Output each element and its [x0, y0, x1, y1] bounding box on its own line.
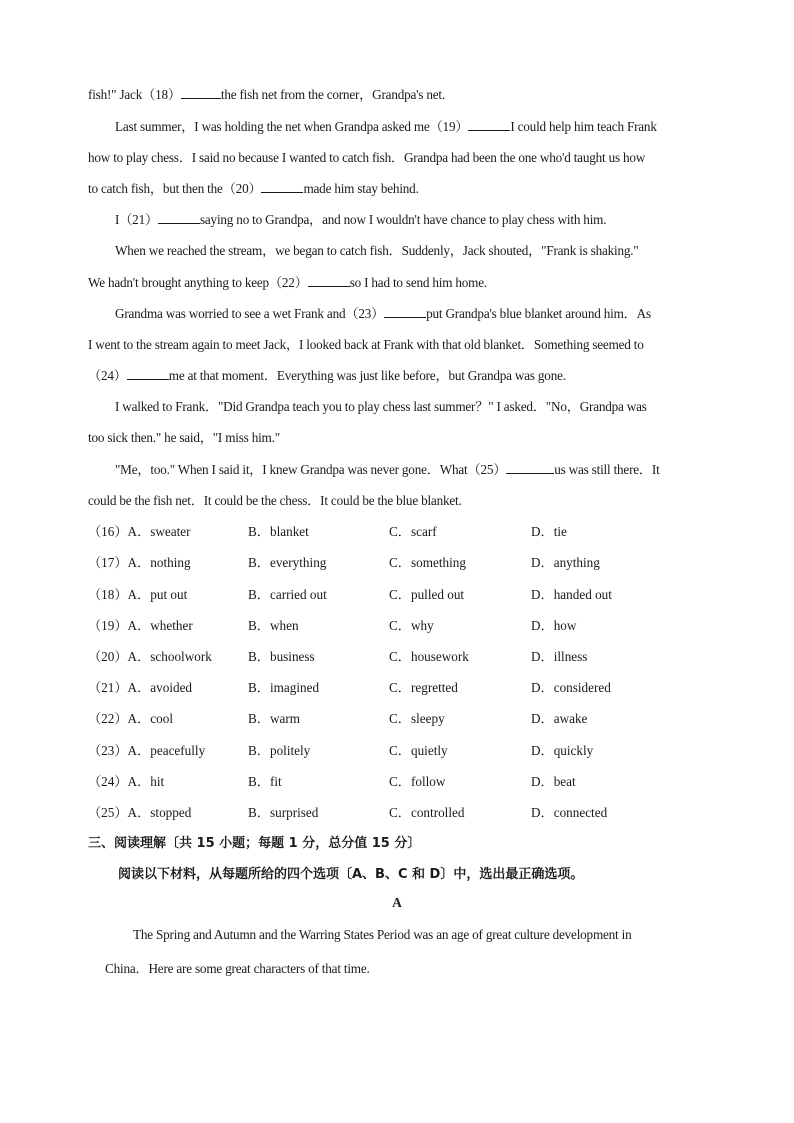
passage-text: me at that moment．Everything was just like before，but Grandpa was gone. [168, 368, 566, 383]
option-b: B．carried out [248, 587, 327, 602]
passage-line-11: I walked to Frank．"Did Grandpa teach you to play chess last summer？" I asked．"No，Grandpa was [115, 399, 647, 414]
intro-line-2: China．Here are some great characters of that time. [105, 961, 370, 976]
passage-line-1 [88, 84, 445, 103]
option-row-18 [88, 584, 728, 604]
blank-19 [468, 119, 510, 131]
option-c: C．housework [389, 649, 469, 664]
option-row-16 [88, 521, 728, 541]
option-row-22 [88, 708, 728, 728]
option-b: B．when [248, 618, 299, 633]
option-c: C．follow [389, 774, 446, 789]
section-instruction: 阅读以下材料，从每题所给的四个选项〔A、B、C 和 D〕中，选出最正确选项。 [118, 867, 584, 882]
option-a: （25）A．stopped [88, 805, 192, 820]
option-d: D．handed out [531, 587, 612, 602]
option-d: D．connected [531, 805, 608, 820]
option-c: C．pulled out [389, 587, 465, 602]
option-b: B．business [248, 649, 315, 664]
blank-20 [261, 181, 303, 193]
option-c: C．why [389, 618, 434, 633]
passage-line-12: too sick then." he said，"I miss him." [88, 430, 280, 445]
option-c: C．scarf [389, 524, 437, 539]
option-c: C．quietly [389, 743, 448, 758]
blank-21 [158, 212, 200, 224]
intro-line-1: The Spring and Autumn and the Warring States Period was an age of great culture development in [133, 927, 632, 942]
option-row-20 [88, 646, 728, 666]
passage-text: "Me，too." When I said it，I knew Grandpa was never gone．What（25） [115, 462, 507, 477]
passage-text: put Grandpa's blue blanket around him．As [426, 306, 651, 321]
passage-text: Grandma was worried to see a wet Frank and（23） [115, 306, 385, 321]
passage-text: made him stay behind. [303, 181, 419, 196]
passage-line-3: how to play chess．I said no because I wanted to catch fish．Grandpa had been the one who'd taught us how [88, 150, 646, 165]
passage-line-13 [115, 459, 660, 478]
passage-line-4 [88, 178, 419, 197]
option-row-25 [88, 802, 728, 822]
option-a: （17）A．nothing [88, 555, 191, 570]
passage-text: so I had to send him home. [349, 275, 487, 290]
option-a: （22）A．cool [88, 711, 173, 726]
option-d: D．quickly [531, 743, 594, 758]
option-c: C．controlled [389, 805, 465, 820]
option-c: C．sleepy [389, 711, 445, 726]
passage-line-6: When we reached the stream，we began to catch fish．Suddenly，Jack shouted，"Frank is shaking." [115, 243, 639, 258]
blank-18 [181, 87, 221, 99]
option-d: D．how [531, 618, 577, 633]
passage-line-10 [88, 365, 566, 384]
passage-line-9: I went to the stream again to meet Jack，I looked back at Frank with that old blanket．Something seemed to [88, 337, 644, 352]
passage-line-5 [115, 209, 606, 228]
option-d: D．tie [531, 524, 567, 539]
option-b: B．fit [248, 774, 282, 789]
option-b: B．warm [248, 711, 301, 726]
passage-text: I could help him teach Frank [510, 119, 657, 134]
blank-23 [384, 306, 426, 318]
option-row-17 [88, 552, 728, 572]
option-b: B．blanket [248, 524, 309, 539]
option-d: D．anything [531, 555, 600, 570]
option-row-21 [88, 677, 728, 697]
option-d: D．beat [531, 774, 576, 789]
section-heading: 三、阅读理解〔共 15 小题；每题 1 分，总分值 15 分〕 [88, 836, 421, 851]
passage-text: I（21） [115, 212, 158, 227]
option-d: D．awake [531, 711, 588, 726]
option-row-23 [88, 740, 728, 760]
option-a: （24）A．hit [88, 774, 165, 789]
option-a: （18）A．put out [88, 587, 188, 602]
option-b: B．imagined [248, 680, 320, 695]
passage-text: Last summer，I was holding the net when Grandpa asked me（19） [115, 119, 469, 134]
passage-text: （24） [88, 368, 127, 383]
option-a: （19）A．whether [88, 618, 193, 633]
passage-text: to catch fish，but then the（20） [88, 181, 262, 196]
passage-line-2 [115, 116, 657, 135]
option-a: （20）A．schoolwork [88, 649, 212, 664]
blank-24 [127, 368, 169, 380]
option-d: D．considered [531, 680, 611, 695]
option-row-24 [88, 771, 728, 791]
passage-line-14: could be the fish net．It could be the chess．It could be the blue blanket. [88, 493, 462, 508]
option-d: D．illness [531, 649, 588, 664]
option-a: （23）A．peacefully [88, 743, 206, 758]
passage-text: us was still there．It [554, 462, 660, 477]
blank-22 [308, 275, 350, 287]
option-row-19 [88, 615, 728, 635]
passage-text: We hadn't brought anything to keep（22） [88, 275, 308, 290]
option-a: （16）A．sweater [88, 524, 191, 539]
option-a: （21）A．avoided [88, 680, 193, 695]
passage-text: the fish net from the corner，Grandpa's net. [220, 87, 445, 102]
passage-text: saying no to Grandpa，and now I wouldn't have chance to play chess with him. [199, 212, 607, 227]
option-c: C．regretted [389, 680, 458, 695]
option-b: B．politely [248, 743, 311, 758]
passage-text: fish!" Jack（18） [88, 87, 181, 102]
blank-25 [506, 462, 554, 474]
passage-line-7 [88, 272, 487, 291]
passage-line-8 [115, 303, 651, 322]
option-b: B．surprised [248, 805, 319, 820]
option-b: B．everything [248, 555, 327, 570]
part-label: A [392, 895, 402, 910]
option-c: C．something [389, 555, 466, 570]
